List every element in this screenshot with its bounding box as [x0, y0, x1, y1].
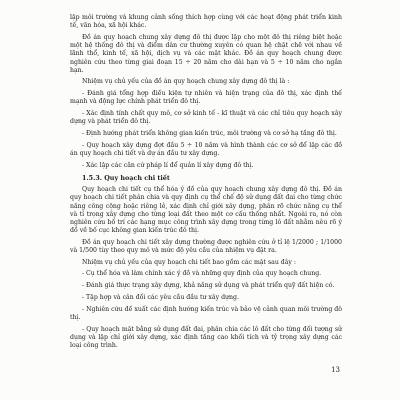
paragraph-detail-3: Nhiệm vụ chủ yếu của quy hoạch chi tiết bao gồm các mặt sau đây :	[82, 258, 296, 266]
page-number: 13	[331, 366, 340, 374]
paragraph-1: lập môi trường và khung cảnh sống thích hợp cùng với các hoạt động phát triển kinh tế, văn hóa, xã hội khác.	[70, 14, 342, 30]
list-item: - Quy hoạch xây dựng đợt đầu 5 ÷ 10 năm và hình thành các cơ sở để lập các đồ án quy hoạch chi tiết và dự án đầu tư xây dựng.	[70, 141, 342, 157]
list-item: - Định hướng phát triển không gian kiến trúc, môi trường và cơ sở hạ tầng đô thị.	[82, 129, 337, 137]
list-item: - Đánh giá thực trạng xây dựng, khả năng sử dụng và phát triển quỹ đất hiện có.	[82, 282, 335, 290]
paragraph-detail-2: Đồ án quy hoạch chi tiết xây dựng thường được nghiên cứu ở tỉ lệ 1/2000 ; 1/1000 và 1/500 tùy theo quy mô và mức độ yêu cầu của nhiệm vụ đặt ra.	[70, 238, 342, 255]
paragraph-detail-1: Quy hoạch chi tiết cụ thể hóa ý đồ của quy hoạch chung xây dựng đô thị. Đồ án quy hoạch chi tiết phân chia và quy định cụ thể chế độ sử dụng đất đai cho từng chức năng công cộng hoặc riêng lẻ, xác định chỉ giới xây dựng, phân rõ chức năng cụ thể và tỉ trọng xây dựng cho từng loại đất theo một cơ cấu thống nhất. Ngoài ra, nó còn nghiên cứu bố trí các hạng mục công trình xây dựng trong từng lô đất nhằm nêu rõ ý đồ về bố cục không gian kiến trúc đô thị.	[70, 186, 342, 235]
list-item: - Đánh giá tổng hợp điều kiện tự nhiên và hiện trạng của đô thị, xác định thế mạnh và động lực chính phát triển đô thị.	[70, 90, 342, 106]
list-item: - Nghiên cứu đề xuất các định hướng kiến trúc và bảo vệ cảnh quan môi trường đô thị.	[70, 305, 342, 321]
paragraph-2: Đồ án quy hoạch chung xây dựng đô thị được lập cho một đô thị riêng biệt hoặc một hệ thống đô thị và điểm dân cư thường xuyên có quan hệ chặt chẽ với nhau về lãnh thổ, kinh tế, xã hội, dịch vụ và các mặt khác. Đồ án quy hoạch chung được nghiên cứu theo từng giai đoạn 15 ÷ 20 năm cho dài hạn và 5 ÷ 10 năm cho ngắn hạn.	[70, 33, 342, 74]
list-item: - Xác lập các căn cứ pháp lí để quản lí xây dựng đô thị.	[82, 161, 254, 169]
list-item: - Xác định tính chất quy mô, cơ sở kinh tế - kĩ thuật và các chỉ tiêu quy hoạch xây dựng và phát triển đô thị.	[70, 110, 342, 126]
section-heading: 1.5.3. Quy hoạch chi tiết	[82, 173, 170, 182]
list-item: - Cụ thể hóa và làm chính xác ý đồ và những quy định của quy hoạch chung.	[82, 270, 322, 278]
list-item: - Quy hoạch mặt bằng sử dụng đất đai, phân chia các lô đất cho từng đối tượng sử dụng và lập chỉ giới xây dựng, xác định tầng cao khối tích và tỷ trọng xây dựng các loại công trình.	[70, 325, 342, 349]
list-item: - Tập hợp và cân đối các yêu cầu đầu tư xây dựng.	[82, 293, 239, 301]
paragraph-3: Nhiệm vụ chủ yếu của đồ án quy hoạch chung xây dựng đô thị là :	[82, 78, 290, 86]
